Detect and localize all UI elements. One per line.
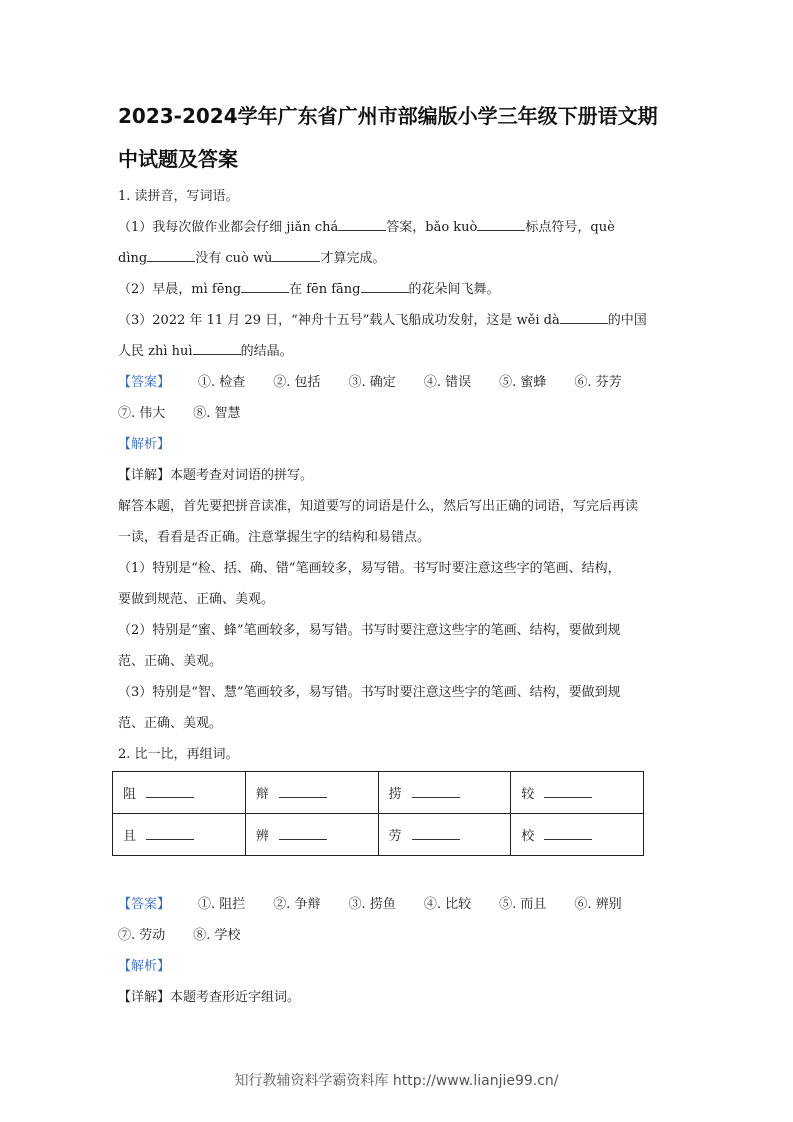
character: 校 (521, 829, 535, 844)
question-1-heading: 1. 读拼音，写词语。 (118, 189, 239, 204)
q1-text: 标点符号，què (525, 220, 615, 235)
answer-blank (560, 311, 608, 324)
q1-part1-line1 (118, 218, 678, 238)
q1-answer-row-2 (118, 404, 678, 424)
answer-item: ③. 捞鱼 (348, 897, 396, 912)
answer-item: ④. 比较 (423, 897, 472, 912)
q2-detail: 【详解】本题考查形近字组词。 (118, 990, 301, 1005)
table-cell (245, 772, 378, 814)
q1-text: dìng (118, 251, 148, 266)
answer-item: ⑧. 学校 (193, 928, 241, 943)
answer-blank (272, 249, 320, 262)
character: 劳 (388, 829, 402, 844)
character: 较 (521, 787, 535, 802)
q1-analysis-label: 【解析】 (118, 437, 171, 452)
answer-blank (279, 829, 327, 840)
answer-blank (146, 829, 194, 840)
answer-blank (477, 218, 525, 231)
table-cell (113, 814, 246, 856)
answer-label: 【答案】 (118, 375, 171, 390)
q1-note-2b: 范、正确、美观。 (118, 654, 223, 669)
character: 辩 (255, 787, 269, 802)
q1-detail: 【详解】本题考查对词语的拼写。 (118, 468, 314, 483)
answer-item: ⑤. 而且 (499, 897, 547, 912)
character: 阻 (123, 787, 137, 802)
question-2-heading: 2. 比一比，再组词。 (118, 747, 239, 762)
q1-part3-line1 (118, 311, 678, 331)
answer-item: ⑦. 劳动 (118, 928, 166, 943)
q1-text: 答案，bǎo kuò (386, 220, 478, 235)
answer-item: ①. 阻拦 (198, 897, 246, 912)
q2-analysis-label: 【解析】 (118, 959, 171, 974)
answer-item: ⑦. 伟大 (118, 406, 166, 421)
answer-blank (412, 829, 460, 840)
answer-item: ⑤. 蜜蜂 (499, 375, 547, 390)
answer-item: ②. 包括 (273, 375, 321, 390)
table-cell (113, 772, 246, 814)
q1-text: （1）我每次做作业都会仔细 jiǎn chá (118, 220, 339, 235)
q1-note-1b: 要做到规范、正确、美观。 (118, 592, 275, 607)
table-row (113, 814, 644, 856)
answer-blank (544, 829, 592, 840)
q1-answer-row-1 (118, 373, 678, 393)
answer-blank (241, 280, 289, 293)
answer-blank (412, 787, 460, 798)
answer-item: ⑧. 智慧 (193, 406, 241, 421)
q1-note-3b: 范、正确、美观。 (118, 716, 223, 731)
q1-text: 的花朵间飞舞。 (408, 282, 500, 297)
q2-answer-row-2 (118, 926, 678, 946)
table-cell (378, 814, 511, 856)
answer-blank (361, 280, 409, 293)
answer-item: ②. 争辩 (273, 897, 321, 912)
q1-explanation-line-1: 解答本题，首先要把拼音读准，知道要写的词语是什么，然后写出正确的词语，写完后再读 (118, 499, 639, 514)
q1-part2 (118, 280, 678, 300)
answer-blank (544, 787, 592, 798)
answer-item: ③. 确定 (348, 375, 396, 390)
q1-text: 的中国 (607, 313, 647, 328)
answer-blank (279, 787, 327, 798)
q1-note-2a: （2）特别是“蜜、蜂”笔画较多，易写错。书写时要注意这些字的笔画、结构，要做到规 (118, 623, 621, 638)
answer-item: ⑥. 辨别 (574, 897, 622, 912)
character: 辨 (255, 829, 269, 844)
q1-part3-line2 (118, 342, 678, 362)
answer-blank (146, 787, 194, 798)
table-row (113, 772, 644, 814)
document-title-line-1: 2023-2024学年广东省广州市部编版小学三年级下册语文期 (118, 104, 658, 128)
q1-text: 的结晶。 (240, 344, 293, 359)
character: 捞 (388, 787, 402, 802)
answer-blank (147, 249, 195, 262)
answer-item: ④. 错误 (423, 375, 472, 390)
q1-text: 人民 zhì huì (118, 344, 193, 359)
q1-part1-line2 (118, 249, 678, 269)
table-cell (511, 772, 644, 814)
answer-blank (193, 342, 241, 355)
q1-text: （2）早晨，mì fēng (118, 282, 242, 297)
character: 且 (123, 829, 137, 844)
q1-explanation-line-2: 一读，看看是否正确。注意掌握生字的结构和易错点。 (118, 530, 431, 545)
document-title-line-2: 中试题及答案 (118, 147, 238, 171)
q2-answer-row-1 (118, 895, 678, 915)
q1-note-1a: （1）特别是“检、括、确、错”笔画较多，易写错。书写时要注意这些字的笔画、结构， (118, 561, 621, 576)
q1-note-3a: （3）特别是“智、慧”笔画较多，易写错。书写时要注意这些字的笔画、结构，要做到规 (118, 685, 621, 700)
answer-item: ⑥. 芬芳 (574, 375, 622, 390)
q1-text: 在 fēn fāng (289, 282, 361, 297)
answer-item: ①. 检查 (198, 375, 246, 390)
q1-text: 没有 cuò wù (195, 251, 273, 266)
table-cell (511, 814, 644, 856)
answer-blank (338, 218, 386, 231)
page-footer: 知行教辅资料学霸资料库 http://www.lianjie99.cn/ (234, 1073, 559, 1089)
answer-label: 【答案】 (118, 897, 171, 912)
q1-text: （3）2022 年 11 月 29 日，“神舟十五号”载人飞船成功发射，这是 wěi dà (118, 313, 560, 328)
table-cell (378, 772, 511, 814)
character-compare-table (112, 771, 644, 856)
table-cell (245, 814, 378, 856)
q1-text: 才算完成。 (320, 251, 386, 266)
